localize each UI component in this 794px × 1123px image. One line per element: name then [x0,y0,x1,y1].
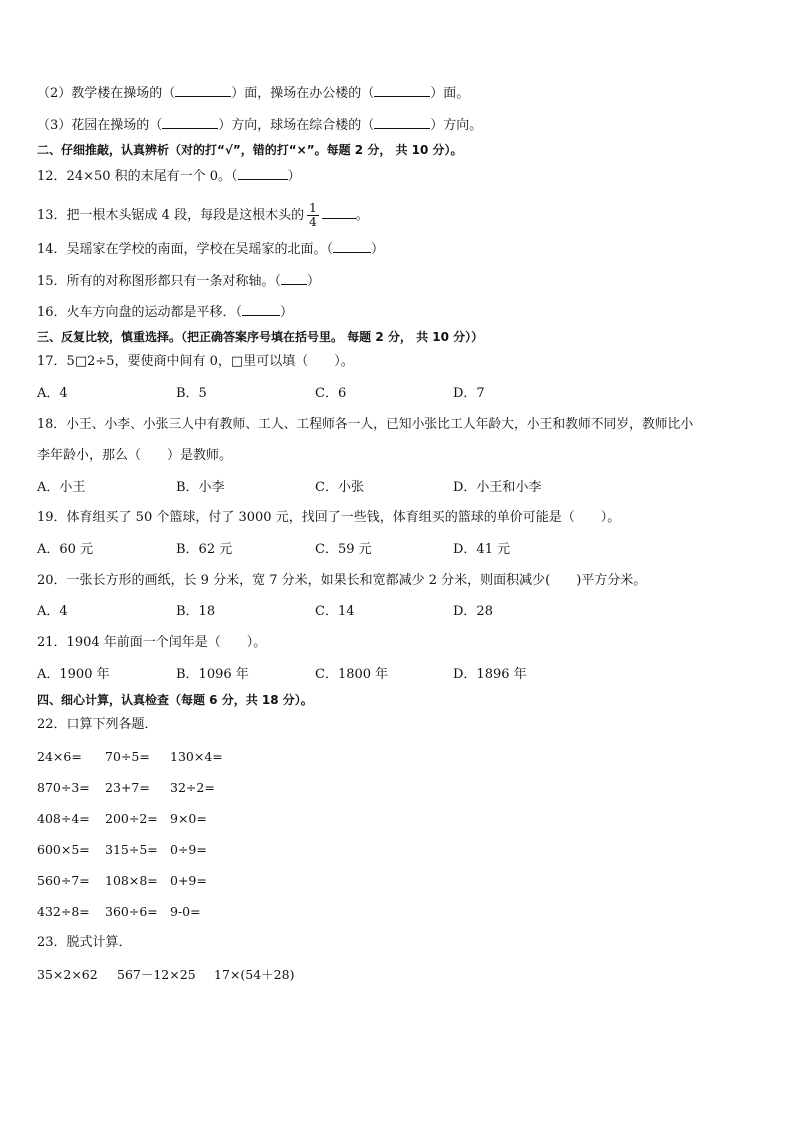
section-2-heading: 二、仔细推敲，认真辨析（对的打“√”，错的打“×”。每题 2 分， 共 10 分）。 [37,143,463,157]
calc-item: 108×8= [105,873,158,888]
item-2: （2）教学楼在操场的（ ）面，操场在办公楼的（ ）面。 [37,86,470,101]
section-3-heading: 三、反复比较，慎重选择。（把正确答案序号填在括号里。 每题 2 分， 共 10 分）） [37,330,484,344]
option-b[interactable]: B．5 [176,386,207,401]
question-19-stem: 19．体育组买了 50 个篮球，付了 3000 元，找回了一些钱，体育组买的篮球的单价可能是（ ）。 [37,510,621,525]
item-3: （3）花园在操场的（ ）方向，球场在综合楼的（ ）方向。 [37,118,483,133]
expression-item: 35×2×62 [37,967,98,982]
question-20-stem: 20．一张长方形的画纸，长 9 分米，宽 7 分米，如果长和宽都减少 2 分米，则面积减少( )平方分米。 [37,573,647,588]
question-15: 15．所有的对称图形都只有一条对称轴。（ ） [37,274,321,289]
calc-item: 560÷7= [37,873,90,888]
option-b[interactable]: B．1096 年 [176,667,249,682]
fraction: $\frac{1}{4}$ [309,201,317,229]
question-12: 12．24×50 积的末尾有一个 0。（ ） [37,169,301,184]
option-c[interactable]: C．1800 年 [315,667,389,682]
option-b[interactable]: B．18 [176,604,216,619]
question-23-stem: 23．脱式计算． [37,935,132,950]
answer-blank[interactable] [242,303,280,316]
option-a[interactable]: A．小王 [37,480,86,495]
option-d[interactable]: D．1896 年 [453,667,527,682]
calc-item: 600×5= [37,842,90,857]
calc-item: 32÷2= [170,780,215,795]
calc-item: 9×0= [170,811,207,826]
option-a[interactable]: A．60 元 [37,542,94,557]
option-c[interactable]: C．小张 [315,480,364,495]
question-14: 14．吴瑶家在学校的南面，学校在吴瑶家的北面。（ ） [37,242,385,257]
option-d[interactable]: D．小王和小李 [453,480,542,495]
calc-item: 0+9= [170,873,207,888]
option-c[interactable]: C．59 元 [315,542,372,557]
calc-item: 23+7= [105,780,150,795]
calc-item: 408÷4= [37,811,90,826]
calc-item: 0÷9= [170,842,207,857]
question-18-stem: 18．小王、小李、小张三人中有教师、工人、工程师各一人，已知小张比工人年龄大，小王和教师不同岁，教师比小 [37,417,694,432]
answer-blank[interactable] [333,240,371,253]
answer-blank[interactable] [322,206,356,219]
calc-item: 200÷2= [105,811,158,826]
calc-item: 870÷3= [37,780,90,795]
answer-blank[interactable] [175,84,231,97]
calc-item: 9-0= [170,904,201,919]
option-b[interactable]: B．62 元 [176,542,233,557]
option-c[interactable]: C．6 [315,386,347,401]
answer-blank[interactable] [162,116,218,129]
option-a[interactable]: A．4 [37,604,68,619]
option-d[interactable]: D．28 [453,604,493,619]
calc-item: 24×6= [37,749,82,764]
calc-item: 70÷5= [105,749,150,764]
question-16: 16．火车方向盘的运动都是平移．（ ） [37,305,294,320]
question-17-stem: 17．5□2÷5，要使商中间有 0，□里可以填（ ）。 [37,354,354,369]
option-a[interactable]: A．1900 年 [37,667,110,682]
answer-blank[interactable] [374,84,430,97]
answer-blank[interactable] [238,167,288,180]
calc-item: 130×4= [170,749,223,764]
option-b[interactable]: B．小李 [176,480,225,495]
option-d[interactable]: D．7 [453,386,485,401]
question-22-stem: 22．口算下列各题． [37,717,158,732]
calc-item: 315÷5= [105,842,158,857]
answer-blank[interactable] [281,272,307,285]
question-21-stem: 21．1904 年前面一个闰年是（ ）。 [37,635,267,650]
calc-item: 432÷8= [37,904,90,919]
option-a[interactable]: A．4 [37,386,68,401]
question-18-stem-cont: 李年龄小，那么（ ）是教师。 [37,448,233,463]
expression-item: 17×(54＋28) [214,967,295,982]
option-c[interactable]: C．14 [315,604,355,619]
calc-item: 360÷6= [105,904,158,919]
option-d[interactable]: D．41 元 [453,542,511,557]
question-13: 13．把一根木头锯成 4 段，每段是这根木头的 $\frac{1}{4}$ 。 [37,201,369,229]
answer-blank[interactable] [374,116,430,129]
section-4-heading: 四、细心计算，认真检查（每题 6 分，共 18 分）。 [37,693,313,707]
expression-item: 567－12×25 [117,967,196,982]
